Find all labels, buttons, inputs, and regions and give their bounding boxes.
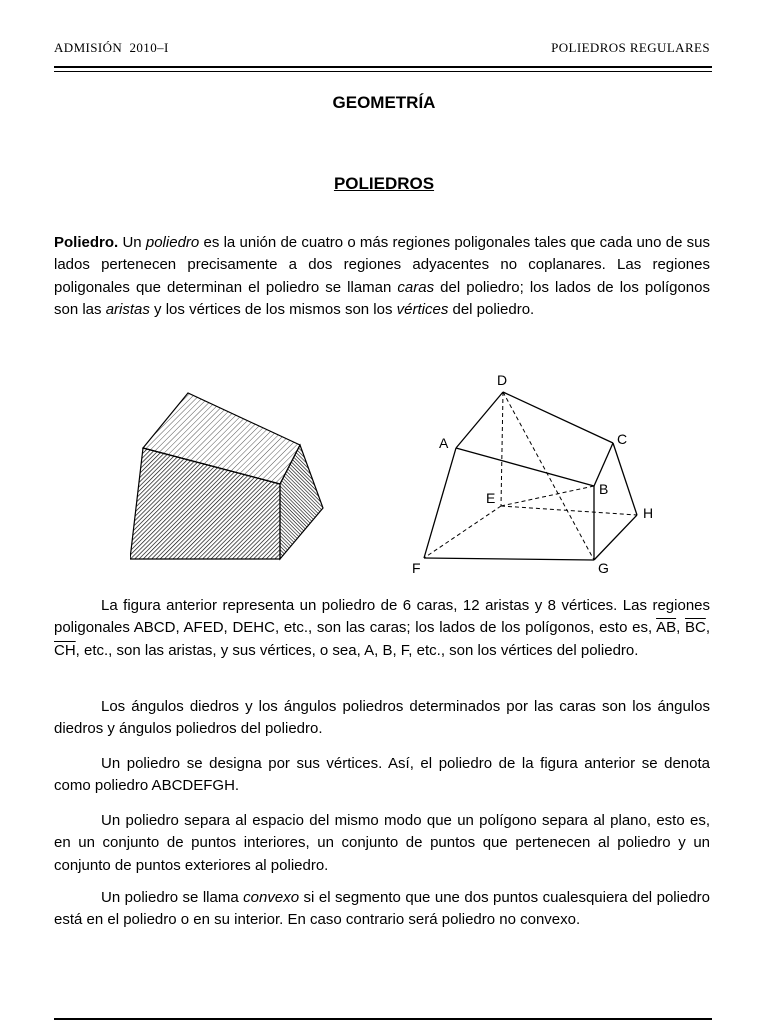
paragraph-designation: Un poliedro se designa por sus vértices. Así, el poliedro de la figura anterior se denota como poliedro ABCDEFGH. [54,755,710,795]
paragraph-space-separation: Un poliedro separa al espacio del mismo modo que un polígono separa al plano, esto es, en un conjunto de puntos interiores, un conjunto de puntos que pertenecen al poliedro y un conjunto de puntos exteriores al poliedro. [54,812,710,874]
page-title: GEOMETRÍA [332,93,436,112]
label-E: E [486,490,496,506]
edge-DC [503,392,613,443]
label-A: A [439,435,449,451]
edge-EF [424,506,501,558]
edge-DE [501,392,503,506]
label-F: F [412,560,421,576]
diagonal-DG [503,392,594,560]
paragraph-convex-definition: Un poliedro se llama convexo si el segmento que une dos puntos cualesquiera del poliedro está en el poliedro o en su interior. En caso contrario será poliedro no convexo. [54,889,710,929]
page-header [54,40,710,62]
segment-BC: $\overline{BC}$ [684,619,706,637]
edge-AD [456,392,503,448]
edge-FG [424,558,594,560]
label-D: D [497,372,508,388]
label-C: C [617,431,628,447]
segment-CH: $\overline{CH}$ [54,641,76,659]
paragraph-figure-description: La figura anterior representa un poliedro de 6 caras, 12 aristas y 8 vértices. Las regiones poligonales ABCD, AFED, DEHC, etc., son las caras; los lados de los polígonos, esto es, $\overline{AB}$, $\overline{BC}$, $\overline{CH}$, etc., son las aristas, y sus vértices, o sea, A, B, F, etc., son los vértices del poliedro. [54,597,710,659]
term-convexo: convexo [243,889,300,906]
segment-AB: $\overline{AB}$ [656,619,677,637]
header-left: ADMISIÓN 2010–I [54,40,169,55]
edge-CH [613,443,637,515]
paragraph-dihedral-angles: Los ángulos diedros y los ángulos poliedros determinados por las caras son los ángulos diedros y ángulos poliedros del poliedro. [54,698,710,738]
edge-EB [501,486,594,506]
definition-paragraph: Poliedro. Un poliedro es la unión de cuatro o más regiones poligonales tales que cada uno de sus lados pertenecen precisamente a dos regiones adyacentes no coplanares. Las regiones poligonales que determinan el poliedro se llaman caras del poliedro; los lados de los polígonos son las aristas y los vértices de los mismos son los vértices del poliedro. [54,234,711,318]
label-G: G [598,560,609,576]
edge-GH [594,515,637,560]
edge-AF [424,448,456,558]
label-B: B [599,481,609,497]
section-title: POLIEDROS [333,174,435,193]
header-rule-thin [54,71,712,72]
footer-rule [54,1018,712,1020]
edge-EH [501,506,637,515]
header-rule-thick [54,66,712,68]
label-H: H [643,505,654,521]
definition-term: Poliedro. [54,234,119,251]
labeled-polyhedron-figure [400,368,660,578]
solid-polyhedron-figure [130,385,330,565]
edge-AB [456,448,594,486]
edge-BC [594,443,613,486]
header-right: POLIEDROS REGULARES [551,40,710,55]
